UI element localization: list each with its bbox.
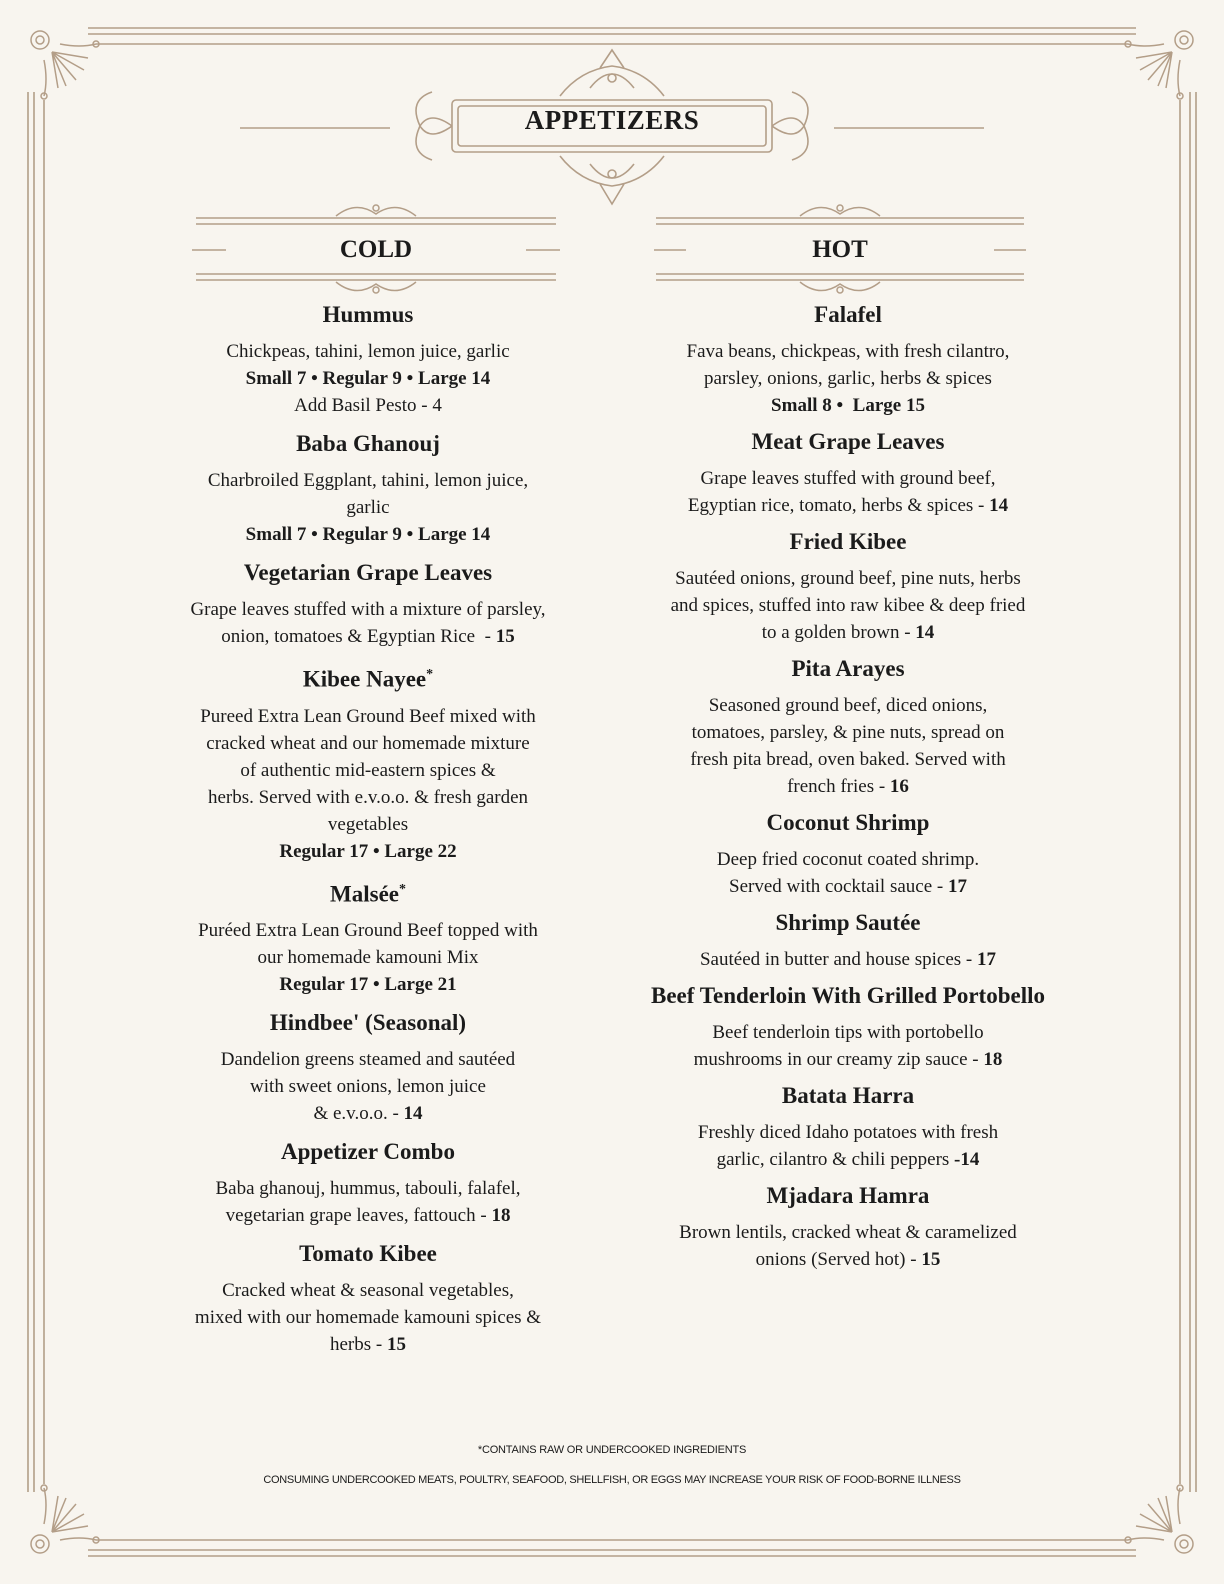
- description-line: [148, 811, 588, 838]
- description-line: [628, 1146, 1068, 1173]
- item-name-text: Appetizer Combo: [281, 1139, 455, 1165]
- menu-item: [628, 808, 1068, 900]
- description-line: [148, 703, 588, 730]
- item-price: 17: [947, 876, 967, 897]
- menu-item: [628, 427, 1068, 519]
- description-line: [628, 1019, 1068, 1046]
- item-name-text: Beef Tenderloin With Grilled Portobello: [651, 983, 1045, 1008]
- description-line: [148, 1304, 588, 1331]
- menu-item: [148, 300, 588, 419]
- description-text: garlic, cilantro & chili peppers: [716, 1149, 955, 1170]
- description-text: Seasoned ground beef, diced onions,: [708, 695, 988, 716]
- description-text: with sweet onions, lemon juice: [250, 1076, 486, 1098]
- description-line: [628, 592, 1068, 619]
- menu-item: [628, 981, 1068, 1073]
- item-price: 16: [889, 776, 909, 797]
- item-description: [628, 565, 1068, 646]
- item-size-prices: Small 8 • Large 15: [771, 395, 925, 416]
- description-line: [628, 338, 1068, 365]
- item-size-prices: Small 7 • Regular 9 • Large 14: [245, 368, 491, 389]
- description-text: mixed with our homemade kamouni spices &: [194, 1307, 542, 1329]
- item-name-text: Fried Kibee: [789, 529, 907, 554]
- raw-marker: *: [426, 667, 434, 682]
- item-price: 14: [403, 1103, 423, 1125]
- description-text: Pureed Extra Lean Ground Beef mixed with: [200, 705, 536, 727]
- item-description: [148, 917, 588, 971]
- item-name: [628, 300, 1068, 330]
- description-text: and spices, stuffed into raw kibee & deep fried: [670, 595, 1026, 616]
- description-line: [628, 846, 1068, 873]
- description-text: tomatoes, parsley, & pine nuts, spread on: [691, 722, 1005, 743]
- description-text: Served with cocktail sauce -: [729, 876, 948, 897]
- item-name-text: Coconut Shrimp: [766, 810, 930, 835]
- description-line: [628, 565, 1068, 592]
- item-description: [148, 1277, 588, 1358]
- item-name-text: Falafel: [814, 302, 882, 327]
- description-line: [628, 746, 1068, 773]
- item-price: 18: [983, 1049, 1003, 1070]
- description-line: [148, 944, 588, 971]
- description-text: herbs -: [330, 1334, 387, 1356]
- item-name: [628, 981, 1068, 1011]
- item-name-text: Pita Arayes: [791, 656, 905, 681]
- description-text: french fries -: [787, 776, 890, 797]
- description-text: Egyptian rice, tomato, herbs & spices -: [687, 495, 990, 516]
- description-line: [628, 692, 1068, 719]
- description-text: to a golden brown -: [761, 622, 916, 643]
- item-name-text: Tomato Kibee: [299, 1241, 437, 1267]
- description-line: [628, 719, 1068, 746]
- description-line: [148, 730, 588, 757]
- item-size-prices: Small 7 • Regular 9 • Large 14: [245, 524, 491, 545]
- item-name: [148, 300, 588, 330]
- description-line: [628, 946, 1068, 973]
- description-line: [628, 1119, 1068, 1146]
- description-text: Freshly diced Idaho potatoes with fresh: [697, 1122, 999, 1143]
- item-name: [628, 808, 1068, 838]
- item-description: [628, 1119, 1068, 1173]
- item-description: [148, 1175, 588, 1229]
- description-text: Grape leaves stuffed with ground beef,: [700, 468, 996, 489]
- description-line: [628, 619, 1068, 646]
- item-price: 14: [989, 495, 1009, 516]
- item-name-text: Shrimp Sautée: [775, 910, 921, 935]
- description-line: [148, 494, 588, 521]
- menu-item: [148, 1239, 588, 1358]
- item-name: [628, 1081, 1068, 1111]
- item-name-text: Mjadara Hamra: [766, 1183, 930, 1208]
- cold-column: [148, 300, 588, 1368]
- menu-item: [148, 1137, 588, 1229]
- description-text: vegetables: [327, 813, 409, 835]
- item-description: [148, 703, 588, 838]
- item-description: [628, 846, 1068, 900]
- description-text: Beef tenderloin tips with portobello: [712, 1022, 984, 1043]
- description-text: Dandelion greens steamed and sautéed: [220, 1049, 516, 1071]
- description-text: vegetarian grape leaves, fattouch -: [225, 1205, 492, 1227]
- description-line: [628, 1246, 1068, 1273]
- description-text: Grape leaves stuffed with a mixture of parsley,: [190, 599, 546, 620]
- raw-marker: *: [398, 881, 406, 897]
- description-text: onions (Served hot) -: [755, 1249, 922, 1270]
- cold-heading: COLD: [339, 236, 413, 263]
- description-line: [628, 365, 1068, 392]
- description-line: [148, 596, 588, 623]
- description-text: Sautéed in butter and house spices -: [699, 949, 977, 970]
- description-line: [148, 467, 588, 494]
- description-line: [148, 784, 588, 811]
- menu-item: [628, 527, 1068, 646]
- item-price: 17: [977, 949, 996, 970]
- menu-title: APPETIZERS: [524, 105, 700, 135]
- description-line: [148, 757, 588, 784]
- item-name-text: Kibee Nayee: [302, 666, 427, 692]
- item-price: -14: [954, 1149, 980, 1170]
- description-line: [148, 1331, 588, 1358]
- item-name-text: Hummus: [322, 302, 414, 327]
- item-description: [628, 338, 1068, 392]
- item-description: [628, 465, 1068, 519]
- item-name: [148, 1239, 588, 1269]
- item-price: 15: [386, 1334, 406, 1356]
- menu-item: [148, 558, 588, 650]
- description-text: cracked wheat and our homemade mixture: [206, 732, 530, 754]
- description-line: [148, 623, 588, 650]
- description-line: [148, 1175, 588, 1202]
- description-text: Brown lentils, cracked wheat & caramelized: [679, 1222, 1017, 1243]
- hot-heading: HOT: [812, 236, 868, 263]
- raw-ingredients-note: *CONTAINS RAW OR UNDERCOOKED INGREDIENTS: [477, 1444, 747, 1456]
- description-line: [628, 465, 1068, 492]
- item-description: [628, 1219, 1068, 1273]
- description-text: fresh pita bread, oven baked. Served with: [690, 749, 1006, 770]
- description-line: [148, 1277, 588, 1304]
- item-name: [628, 427, 1068, 457]
- menu-item: [148, 660, 588, 865]
- food-safety-warning: CONSUMING UNDERCOOKED MEATS, POULTRY, SEAFOOD, SHELLFISH, OR EGGS MAY INCREASE YOUR RISK OF FOOD-BORNE ILLNESS: [263, 1474, 961, 1486]
- item-name: [628, 908, 1068, 938]
- description-line: [628, 1046, 1068, 1073]
- description-text: mushrooms in our creamy zip sauce -: [693, 1049, 984, 1070]
- description-line: [628, 773, 1068, 800]
- item-add-on: Add Basil Pesto - 4: [294, 395, 442, 416]
- item-description: [148, 596, 588, 650]
- description-text: of authentic mid-eastern spices &: [240, 759, 496, 781]
- item-name-text: Malsée: [330, 881, 399, 907]
- description-line: [148, 1202, 588, 1229]
- description-line: [148, 1100, 588, 1127]
- menu-item: [628, 908, 1068, 973]
- description-text: our homemade kamouni Mix: [257, 947, 479, 969]
- item-description: [628, 1019, 1068, 1073]
- description-text: Puréed Extra Lean Ground Beef topped with: [198, 920, 538, 942]
- description-text: Charbroiled Eggplant, tahini, lemon juice,: [207, 470, 529, 491]
- item-price: 15: [921, 1249, 941, 1270]
- item-price: 18: [491, 1205, 511, 1227]
- item-description: [628, 946, 1068, 973]
- item-size-prices: Regular 17 • Large 22: [279, 840, 457, 862]
- item-name-text: Baba Ghanouj: [296, 431, 440, 456]
- menu-item: [628, 300, 1068, 419]
- menu-item: [148, 1008, 588, 1127]
- item-name: [148, 429, 588, 459]
- description-text: Sautéed onions, ground beef, pine nuts, herbs: [675, 568, 1021, 589]
- menu-item: [628, 1081, 1068, 1173]
- description-text: Chickpeas, tahini, lemon juice, garlic: [226, 341, 510, 362]
- item-name: [148, 660, 588, 695]
- item-price: 14: [915, 622, 935, 643]
- item-name: [628, 1181, 1068, 1211]
- item-description: [148, 467, 588, 521]
- menu-item: [148, 429, 588, 548]
- description-line: [628, 1219, 1068, 1246]
- description-text: Deep fried coconut coated shrimp.: [716, 849, 980, 870]
- description-text: Cracked wheat & seasonal vegetables,: [222, 1280, 514, 1302]
- item-name-text: Hindbee' (Seasonal): [269, 1010, 467, 1036]
- item-price: 15: [495, 626, 515, 647]
- menu-item: [628, 1181, 1068, 1273]
- item-name: [628, 527, 1068, 557]
- description-line: [148, 338, 588, 365]
- item-name: [148, 558, 588, 588]
- item-name-text: Vegetarian Grape Leaves: [243, 560, 493, 585]
- item-name: [148, 1008, 588, 1038]
- description-line: [628, 492, 1068, 519]
- description-line: [148, 1073, 588, 1100]
- hot-column: [628, 300, 1068, 1281]
- description-text: Fava beans, chickpeas, with fresh cilantro,: [686, 341, 1010, 362]
- description-text: garlic: [346, 497, 390, 518]
- description-line: [148, 917, 588, 944]
- description-text: onion, tomatoes & Egyptian Rice -: [221, 626, 496, 647]
- item-name: [148, 1137, 588, 1167]
- item-size-prices: Regular 17 • Large 21: [279, 974, 457, 996]
- menu-item: [628, 654, 1068, 800]
- description-text: Baba ghanouj, hummus, tabouli, falafel,: [215, 1178, 521, 1200]
- item-name: [628, 654, 1068, 684]
- description-text: parsley, onions, garlic, herbs & spices: [704, 368, 992, 389]
- item-name-text: Batata Harra: [781, 1083, 915, 1108]
- description-text: herbs. Served with e.v.o.o. & fresh garden: [207, 786, 529, 808]
- item-description: [628, 692, 1068, 800]
- item-name-text: Meat Grape Leaves: [751, 429, 945, 454]
- description-text: & e.v.o.o. -: [313, 1103, 404, 1125]
- item-description: [148, 1046, 588, 1127]
- description-line: [148, 1046, 588, 1073]
- item-description: [148, 338, 588, 365]
- menu-item: [148, 875, 588, 999]
- item-name: [148, 875, 588, 910]
- description-line: [628, 873, 1068, 900]
